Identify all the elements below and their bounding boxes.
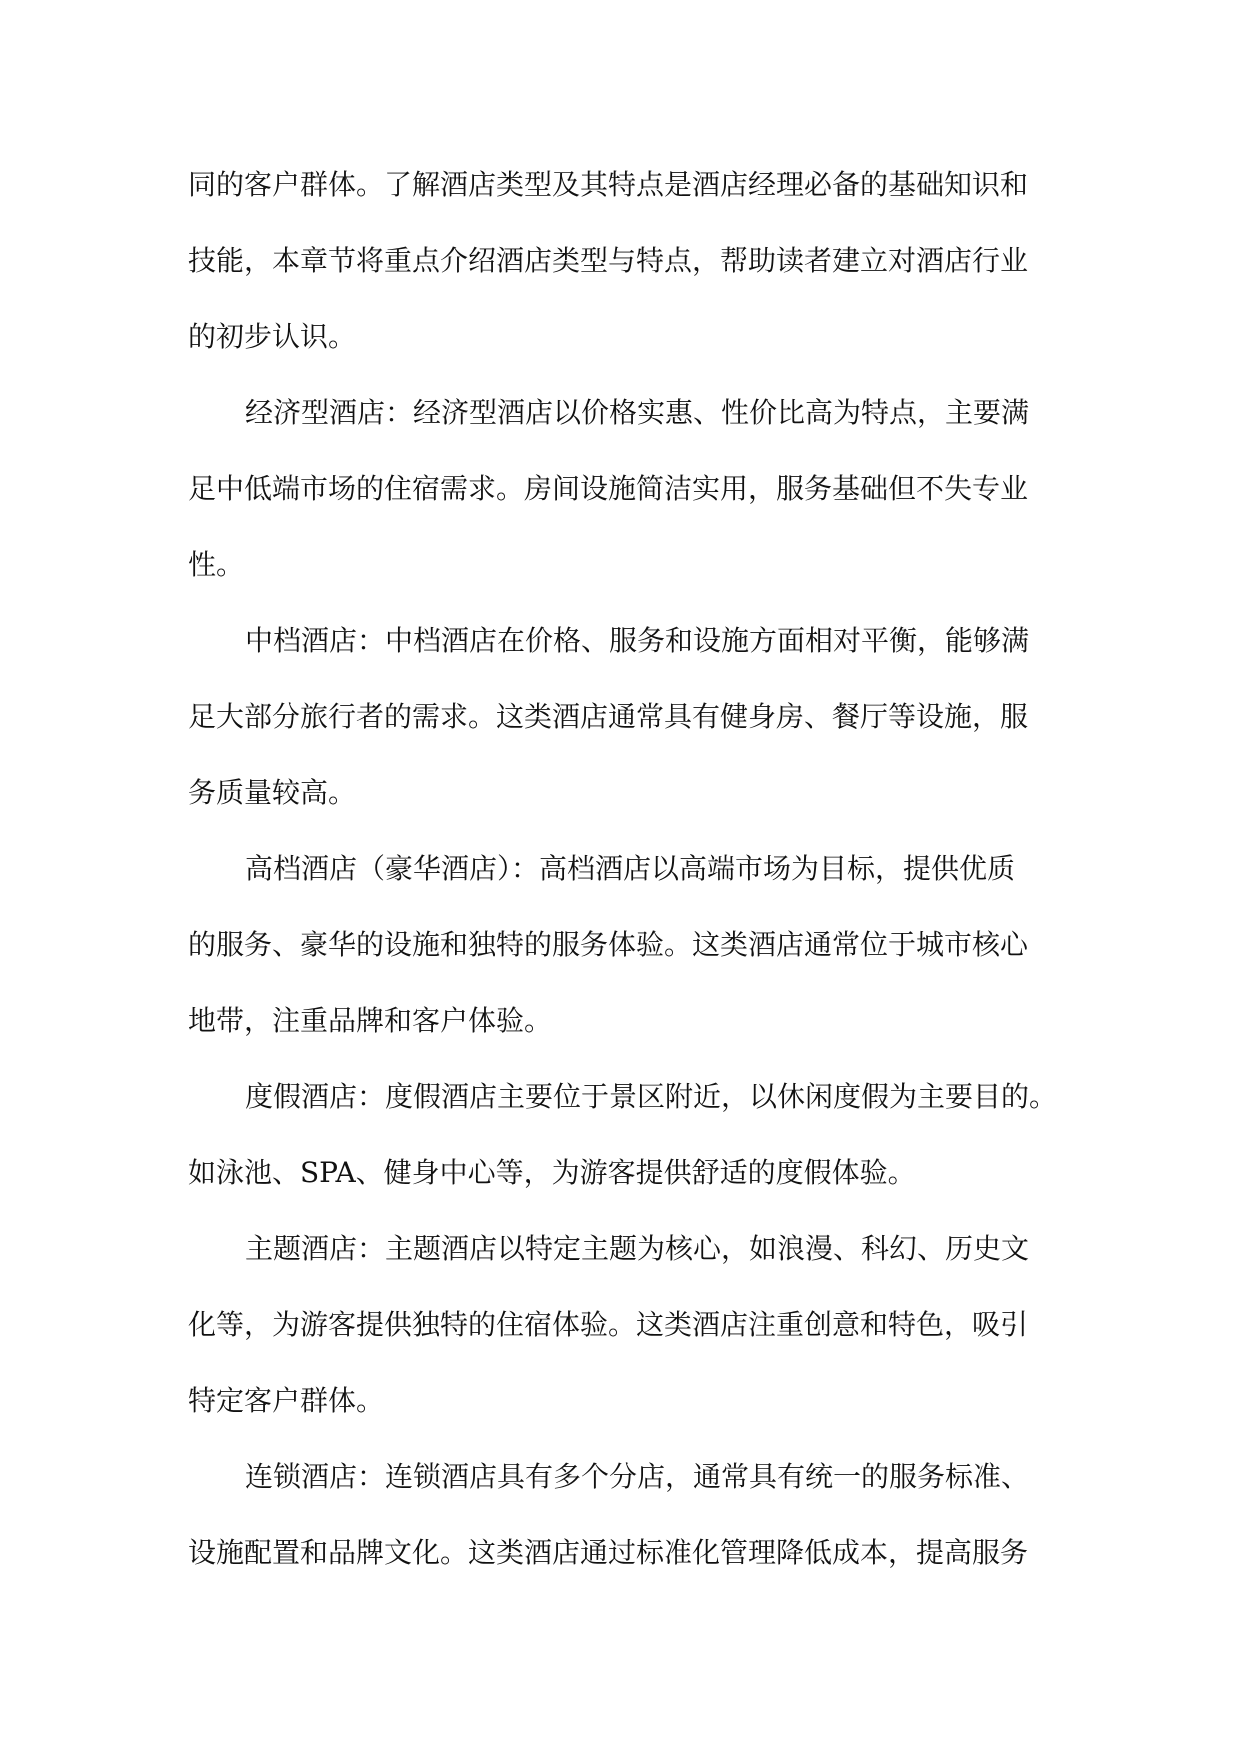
text-line: 技能，本章节将重点介绍酒店类型与特点，帮助读者建立对酒店行业 xyxy=(188,244,1029,277)
text-line: 同的客户群体。了解酒店类型及其特点是酒店经理必备的基础知识和 xyxy=(188,168,1029,201)
paragraph-luxury-hotel: 高档酒店（豪华酒店）：高档酒店以高端市场为目标，提供优质 xyxy=(245,852,1016,885)
text-line: 性。 xyxy=(188,548,245,581)
paragraph-economy-hotel: 经济型酒店：经济型酒店以价格实惠、性价比高为特点，主要满 xyxy=(245,396,1030,429)
text-line: 地带，注重品牌和客户体验。 xyxy=(188,1004,553,1037)
text-line: 化等，为游客提供独特的住宿体验。这类酒店注重创意和特色，吸引 xyxy=(188,1308,1029,1341)
paragraph-theme-hotel: 主题酒店：主题酒店以特定主题为核心，如浪漫、科幻、历史文 xyxy=(245,1232,1030,1265)
text-line: 设施配置和品牌文化。这类酒店通过标准化管理降低成本，提高服务 xyxy=(188,1536,1029,1569)
text-line: 的服务、豪华的设施和独特的服务体验。这类酒店通常位于城市核心 xyxy=(188,928,1029,961)
body-text xyxy=(188,147,1058,1591)
text-line: 特定客户群体。 xyxy=(188,1384,385,1417)
text-line: 如泳池、SPA、健身中心等，为游客提供舒适的度假体验。 xyxy=(188,1156,916,1189)
paragraph-midscale-hotel: 中档酒店：中档酒店在价格、服务和设施方面相对平衡，能够满 xyxy=(245,624,1030,657)
paragraph-chain-hotel: 连锁酒店：连锁酒店具有多个分店，通常具有统一的服务标准、 xyxy=(245,1460,1030,1493)
paragraph-resort-hotel: 度假酒店：度假酒店主要位于景区附近，以休闲度假为主要目的。 xyxy=(245,1080,1058,1113)
text-line: 足中低端市场的住宿需求。房间设施简洁实用，服务基础但不失专业 xyxy=(188,472,1029,505)
text-line: 务质量较高。 xyxy=(188,776,357,809)
text-line: 的初步认识。 xyxy=(188,320,357,353)
text-line: 足大部分旅行者的需求。这类酒店通常具有健身房、餐厅等设施，服 xyxy=(188,700,1029,733)
